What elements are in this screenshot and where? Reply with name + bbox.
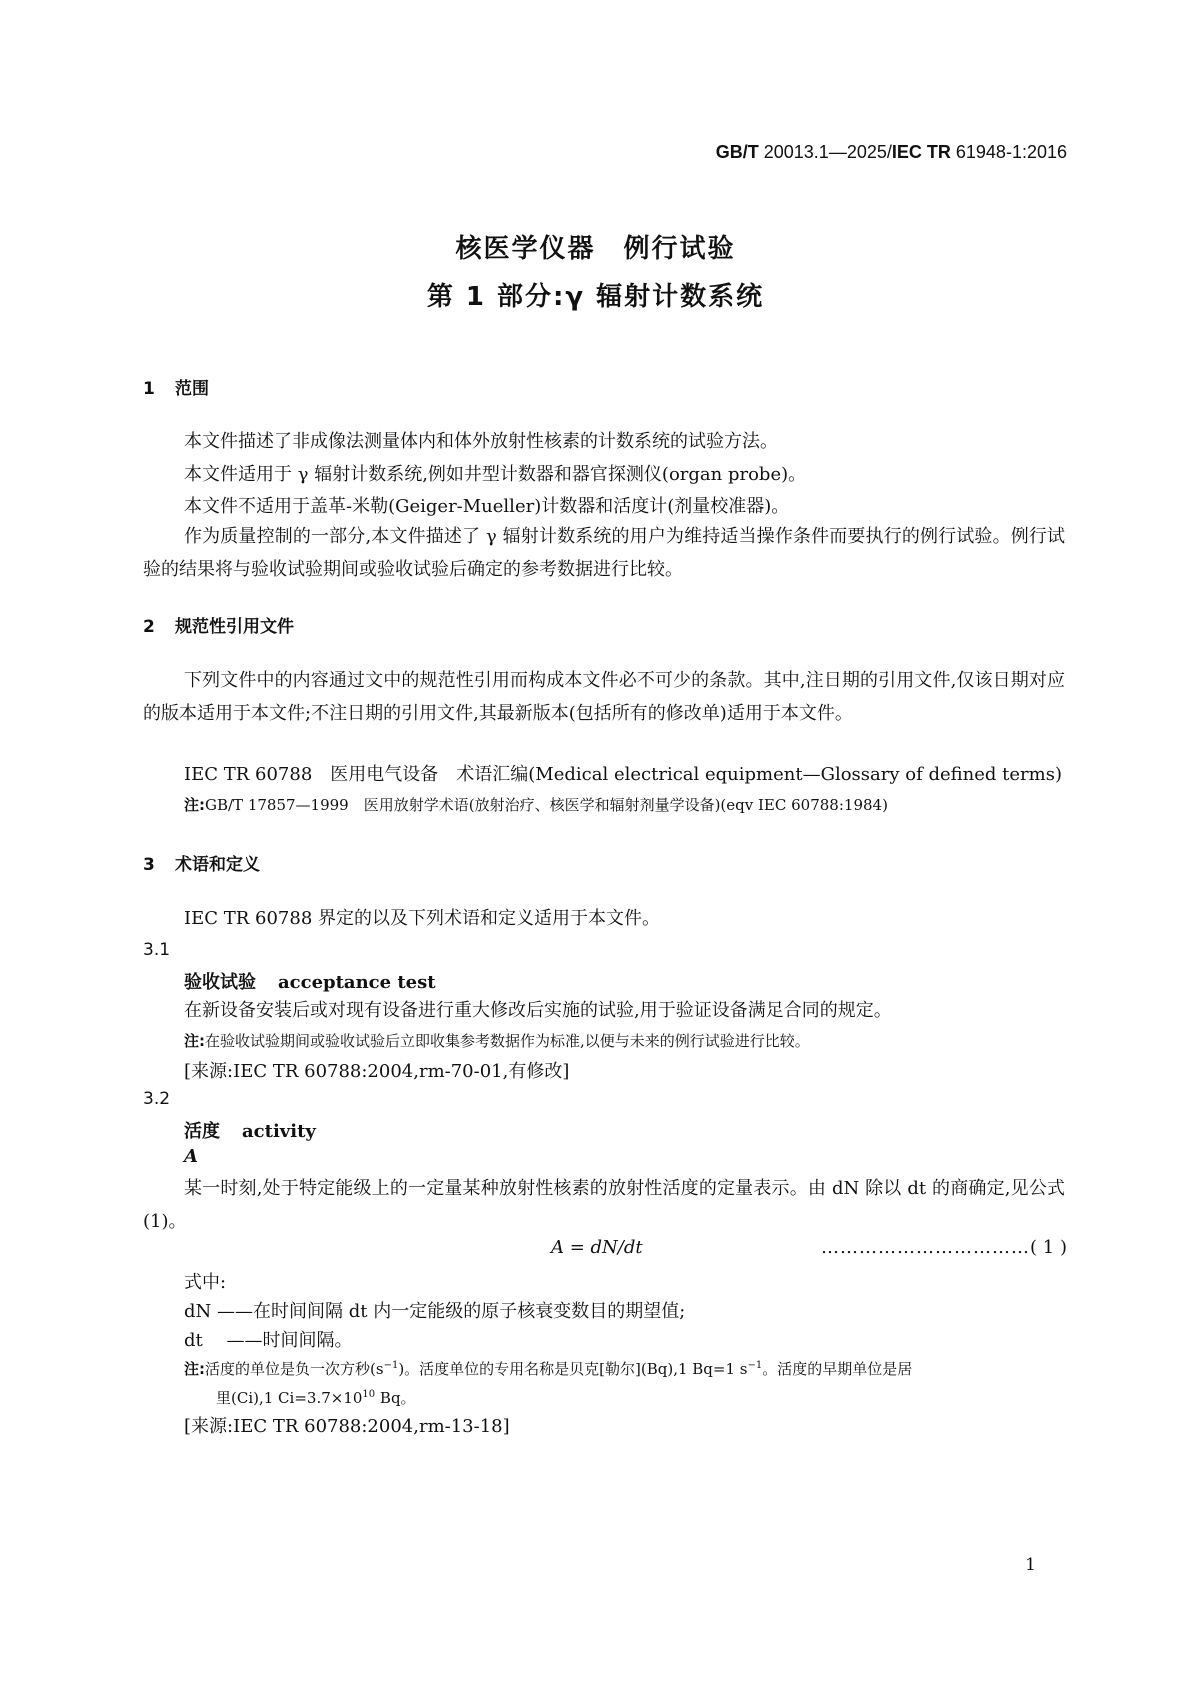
note-continuation: [216, 1387, 416, 1408]
section-title: 范围: [175, 379, 209, 399]
note-text: 里(Ci),1 Ci=3.7×10: [216, 1389, 363, 1407]
paragraph: 本文件适用于 γ 辐射计数系统,例如井型计数器和器官探测仪(organ probe)。: [184, 464, 807, 485]
formula-number: [821, 1237, 1067, 1258]
note-text: 活度的单位是负一次方秒(s: [205, 1360, 384, 1378]
formula-where: 式中:: [184, 1272, 227, 1293]
section-heading-scope: [143, 374, 209, 399]
term-source: [来源:IEC TR 60788:2004,rm-70-01,有修改]: [184, 1061, 570, 1082]
iec-prefix: IEC TR: [891, 142, 951, 162]
paragraph: 本文件不适用于盖革-米勒(Geiger-Mueller)计数器和活度计(剂量校准器)。: [184, 496, 790, 517]
formula: A = dN/dt: [551, 1237, 643, 1258]
term-en: acceptance test: [278, 972, 436, 993]
iec-number: 61948-1:2016: [950, 142, 1067, 162]
note: [184, 794, 888, 815]
note-text: Bq。: [375, 1389, 416, 1407]
note-text: GB/T 17857—1999 医用放射学术语(放射治疗、核医学和辐射剂量学设备)(eqv IEC 60788:1984): [205, 796, 888, 814]
section-heading-normative-references: [143, 612, 294, 637]
formula-leader: ……………………………: [821, 1237, 1031, 1258]
term-definition: 在新设备安装后或对现有设备进行重大修改后实施的试验,用于验证设备满足合同的规定。: [184, 1000, 892, 1021]
term-heading: [184, 968, 436, 994]
section-number: 2: [143, 617, 155, 637]
term-symbol: A: [184, 1146, 198, 1167]
note-label: 注:: [184, 1032, 205, 1050]
term-definition: 某一时刻,处于特定能级上的一定量某种放射性核素的放射性活度的定量表示。由 dN 除以 dt 的商确定,见公式(1)。: [143, 1178, 1065, 1232]
note-text: 在验收试验期间或验收试验后立即收集参考数据作为标准,以便与未来的例行试验进行比较。: [205, 1032, 810, 1050]
term-number: 3.1: [143, 940, 171, 960]
section-heading-terms: [143, 850, 260, 875]
std-prefix: GB/T: [715, 142, 759, 162]
paragraph: 本文件描述了非成像法测量体内和体外放射性核素的计数系统的试验方法。: [184, 431, 778, 452]
paragraph: IEC TR 60788 界定的以及下列术语和定义适用于本文件。: [184, 908, 661, 929]
term-en: activity: [242, 1121, 316, 1142]
note: [184, 1030, 810, 1051]
paragraph: 作为质量控制的一部分,本文件描述了 γ 辐射计数系统的用户为维持适当操作条件而要执行的例行试验。例行试验的结果将与验收试验期间或验收试验后确定的参考数据进行比较。: [143, 526, 1065, 580]
document-code: [716, 142, 1067, 163]
formula-variable: dt ——时间间隔。: [184, 1330, 353, 1351]
reference-entry: IEC TR 60788 医用电气设备 术语汇编(Medical electrical equipment—Glossary of defined terms): [184, 764, 1062, 785]
superscript: −1: [383, 1360, 399, 1371]
note-label: 注:: [184, 1360, 205, 1378]
superscript: 10: [362, 1389, 376, 1400]
document-title-line1: 核医学仪器 例行试验: [455, 234, 736, 264]
page-number: 1: [1025, 1555, 1036, 1575]
section-number: 3: [143, 855, 155, 875]
term-source: [来源:IEC TR 60788:2004,rm-13-18]: [184, 1416, 510, 1437]
section-title: 规范性引用文件: [175, 617, 294, 637]
term-number: 3.2: [143, 1089, 171, 1109]
formula-variable: dN ——在时间间隔 dt 内一定能级的原子核衰变数目的期望值;: [184, 1301, 686, 1322]
note-label: 注:: [184, 796, 205, 814]
superscript: −1: [747, 1360, 763, 1371]
note-text: 。活度的早期单位是居: [762, 1360, 913, 1378]
term-zh: 活度: [184, 1121, 220, 1142]
section-title: 术语和定义: [175, 855, 260, 875]
section-number: 1: [143, 379, 155, 399]
formula-label: ( 1 ): [1030, 1237, 1067, 1258]
document-title-line2: 第 1 部分:γ 辐射计数系统: [426, 282, 765, 312]
paragraph: 下列文件中的内容通过文中的规范性引用而构成本文件必不可少的条款。其中,注日期的引用文件,仅该日期对应的版本适用于本文件;不注日期的引用文件,其最新版本(包括所有的修改单)适用于本文件。: [143, 670, 1065, 724]
std-number: 20013.1—2025/: [758, 142, 892, 162]
note: [184, 1358, 912, 1379]
term-zh: 验收试验: [184, 972, 256, 993]
term-heading: [184, 1117, 316, 1143]
note-text: )。活度单位的专用名称是贝克[勒尔](Bq),1 Bq=1 s: [398, 1360, 748, 1378]
